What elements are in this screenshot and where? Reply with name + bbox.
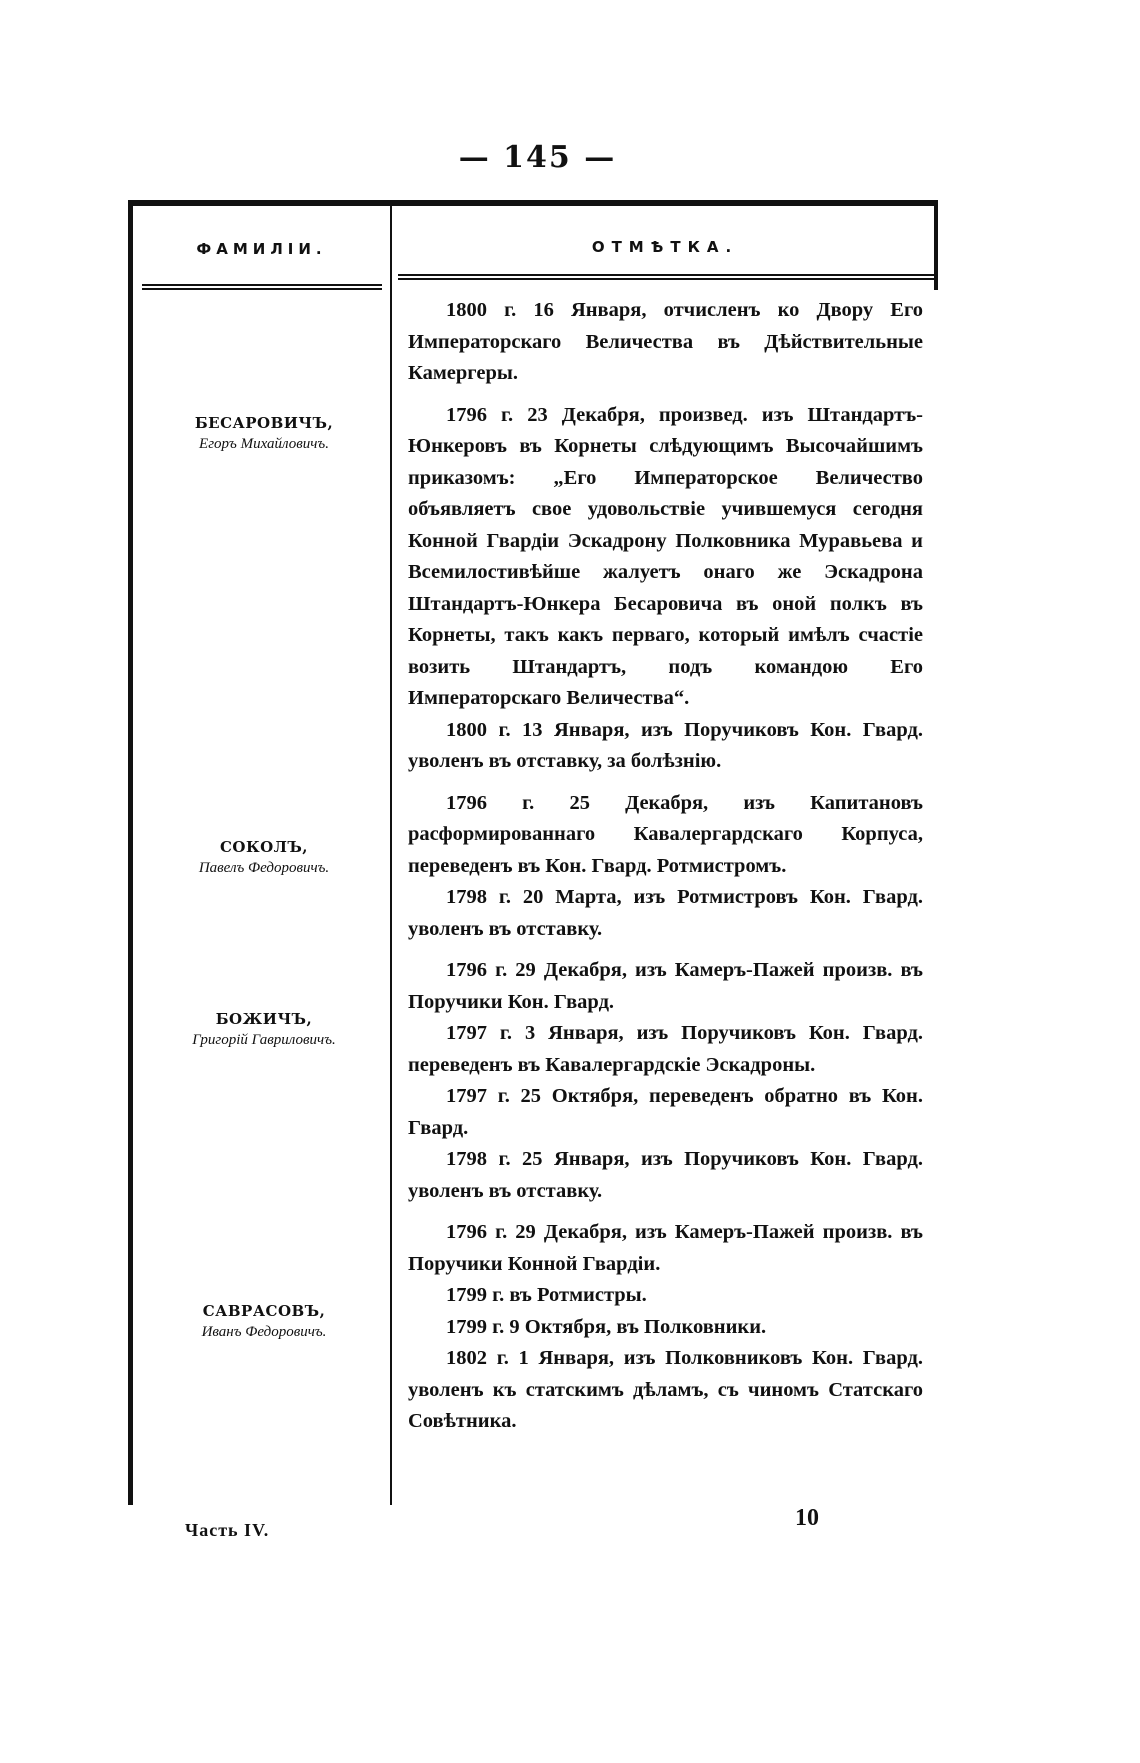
remark-entry: 1799 г. въ Ротмистры.	[446, 1284, 647, 1306]
remarks-column	[408, 295, 923, 1438]
person-given-name: Егоръ Михайловичъ.	[199, 436, 329, 452]
person-given-name: Иванъ Федоровичъ.	[201, 1324, 327, 1340]
remark-entry: 1796 г. 23 Декабря, произвед. изъ Штандартъ-Юнкеровъ въ Корнеты слѣдующимъ Высочайшимъ приказомъ: „Его Императорское Величество объявляетъ свое удовольствіе учившемуся сегодня Конной Гвардіи Эскадрону Полковника Муравьева и Всемилостивѣйше жалуетъ онаго же Эскадрона Штандартъ-Юнкера Бесаровича въ оной полкъ въ Корнеты, такъ какъ перваго, который имѣлъ счастіе возить Штандартъ, подъ командою Его Императорскаго Величества“.	[408, 403, 923, 709]
remark-entry: 1799 г. 9 Октября, въ Полковники.	[446, 1315, 767, 1338]
person-entry	[133, 836, 395, 878]
signature-mark: 10	[795, 1505, 819, 1531]
remark-entry: 1796 г. 29 Декабря, изъ Камеръ-Пажей произв. въ Поручики Кон. Гвард.	[408, 959, 923, 1013]
person-surname: БЕСАРОВИЧЪ,	[194, 414, 334, 432]
person-entry	[133, 1008, 395, 1050]
column-header-surnames: ФАМИЛІИ.	[196, 240, 327, 258]
header-rule-left	[142, 284, 382, 290]
remark-entry: 1802 г. 1 Января, изъ Полковниковъ Кон. Гвард. уволенъ къ статскимъ дѣламъ, съ чиномъ Статскаго Совѣтника.	[408, 1347, 923, 1432]
page-number: — 145 —	[458, 140, 617, 175]
remark-entry: 1800 г. 13 Января, изъ Поручиковъ Кон. Гвард. уволенъ въ отставку, за болѣзнію.	[408, 718, 923, 772]
remark-entry: 1798 г. 20 Марта, изъ Ротмистровъ Кон. Гвард. уволенъ въ отставку.	[408, 886, 923, 940]
person-entry	[133, 1300, 395, 1342]
part-label: Часть IV.	[185, 1520, 270, 1540]
remark-entry: 1797 г. 3 Января, изъ Поручиковъ Кон. Гвард. переведенъ въ Кавалергардскіе Эскадроны.	[408, 1022, 923, 1076]
remark-entry: 1796 г. 29 Декабря, изъ Камеръ-Пажей произв. въ Поручики Конной Гвардіи.	[408, 1221, 923, 1275]
table-top-rule	[128, 200, 938, 206]
remark-entry: 1797 г. 25 Октября, переведенъ обратно въ Кон. Гвард.	[408, 1085, 923, 1139]
person-surname: БОЖИЧЪ,	[215, 1010, 313, 1028]
person-surname: САВРАСОВЪ,	[202, 1302, 326, 1320]
person-given-name: Григорій Гавриловичъ.	[192, 1032, 336, 1048]
remark-entry: 1796 г. 25 Декабря, изъ Капитановъ расформированнаго Кавалергардскаго Корпуса, переведенъ въ Кон. Гвард. Ротмистромъ.	[408, 791, 923, 877]
remark-entry: 1798 г. 25 Января, изъ Поручиковъ Кон. Гвард. уволенъ въ отставку.	[408, 1148, 923, 1202]
header-rule-right	[398, 274, 934, 280]
person-surname: СОКОЛЪ,	[219, 838, 309, 856]
column-header-remarks: ОТМѢТКА.	[591, 238, 739, 256]
person-entry	[133, 412, 395, 454]
person-given-name: Павелъ Федоровичъ.	[198, 860, 330, 876]
remark-entry: 1800 г. 16 Января, отчисленъ ко Двору Его Императорскаго Величества въ Дѣйствительные Камергеры.	[408, 299, 923, 384]
